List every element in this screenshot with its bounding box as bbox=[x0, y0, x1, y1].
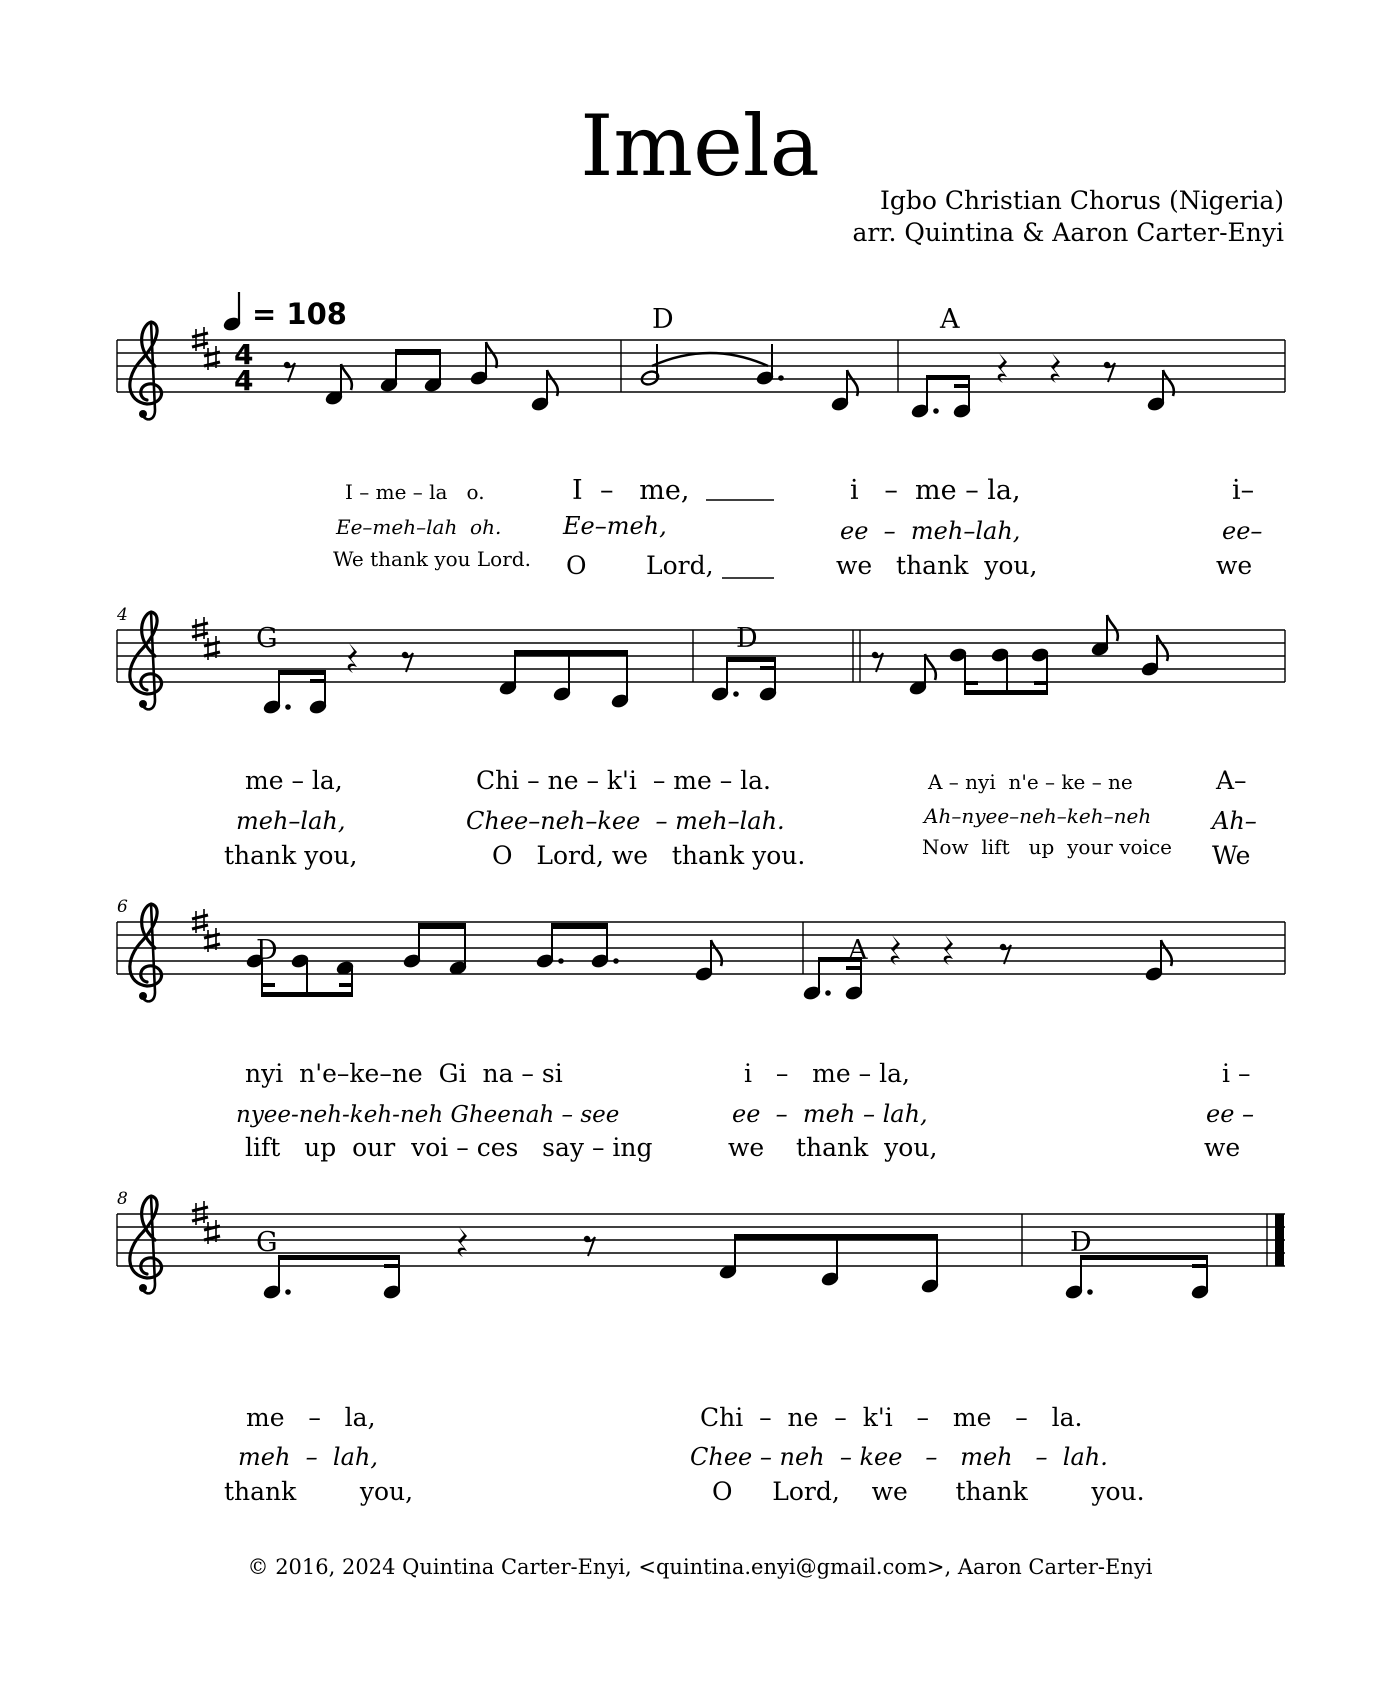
lyric-igbo: Chi – ne – k'i – me – la. bbox=[700, 1403, 1083, 1432]
lyric-phonetic: Ah–nyee–neh–keh–neh bbox=[924, 804, 1152, 828]
lyric-igbo: nyi n'e–ke–ne Gi na – si bbox=[245, 1059, 563, 1088]
song-title: Imela bbox=[580, 97, 820, 195]
staff-system-4 bbox=[117, 1196, 1285, 1301]
lyric-igbo: i – me – la, bbox=[744, 1059, 910, 1088]
arranger-credit: arr. Quintina & Aaron Carter-Enyi bbox=[852, 218, 1284, 247]
lyrics-system-4 bbox=[224, 1403, 1145, 1506]
chord-symbol: G bbox=[256, 1227, 278, 1258]
lyric-igbo: A – nyi n'e – ke – ne bbox=[928, 770, 1133, 794]
chord-symbol: D bbox=[1070, 1227, 1092, 1258]
lyric-igbo: me – la, bbox=[246, 1403, 376, 1432]
staff-system-1 bbox=[117, 322, 1285, 420]
composer-credit: Igbo Christian Chorus (Nigeria) bbox=[879, 186, 1284, 215]
lyric-igbo: I – me – la o. bbox=[345, 480, 485, 504]
lyric-igbo: i – me – la, bbox=[850, 475, 1021, 506]
measure-number: 8 bbox=[117, 1189, 128, 1209]
lyric-english: Now lift up your voice bbox=[922, 835, 1172, 859]
measure-number: 6 bbox=[117, 897, 128, 917]
lyric-english: We thank you Lord. bbox=[333, 547, 531, 571]
chord-symbol: D bbox=[256, 935, 278, 966]
sharp-icon bbox=[192, 327, 208, 351]
lyric-phonetic: meh–lah, bbox=[236, 807, 346, 835]
measure-numbers bbox=[116, 605, 128, 1209]
treble-clef-icon bbox=[130, 904, 162, 1001]
final-barline bbox=[1275, 1214, 1284, 1266]
quarter-note-icon bbox=[222, 292, 242, 333]
lyric-phonetic: Chee–neh–kee – meh–lah. bbox=[466, 807, 785, 835]
lyric-phonetic: Ah– bbox=[1212, 807, 1257, 835]
chord-symbol: G bbox=[256, 623, 278, 654]
sharp-icon bbox=[192, 909, 208, 933]
lyric-igbo: me – la, bbox=[245, 766, 343, 795]
lyric-igbo: I bbox=[572, 475, 583, 506]
time-sig-bottom: 4 bbox=[234, 364, 254, 397]
treble-clef-icon bbox=[130, 1196, 162, 1293]
chord-symbol: A bbox=[848, 935, 868, 966]
lyrics-system-1 bbox=[333, 475, 1262, 580]
lyric-phonetic: ee – meh – lah, bbox=[732, 1100, 928, 1128]
lyric-phonetic: meh – lah, bbox=[238, 1443, 379, 1471]
copyright-notice: © 2016, 2024 Quintina Carter-Enyi, <quintina.enyi@gmail.com>, Aaron Carter-Enyi bbox=[247, 1555, 1153, 1579]
lyric-phonetic: Chee – neh – kee – meh – lah. bbox=[690, 1443, 1108, 1471]
lyric-english: we thank you, bbox=[836, 551, 1038, 580]
lyric-phonetic: ee – bbox=[1206, 1100, 1255, 1128]
lyric-igbo: A– bbox=[1216, 766, 1247, 795]
lyric-igbo: Chi – ne – k'i – me – la. bbox=[476, 766, 772, 795]
lyric-english: we bbox=[1204, 1133, 1241, 1162]
time-sig-top: 4 bbox=[234, 338, 254, 371]
lyric-english: We bbox=[1212, 841, 1251, 870]
tie bbox=[652, 353, 768, 366]
lyrics-system-3 bbox=[236, 1059, 1254, 1162]
lyric-english: O Lord, we thank you. bbox=[492, 841, 806, 870]
chord-symbol: D bbox=[652, 304, 674, 335]
tempo-bpm: = 108 bbox=[252, 297, 347, 331]
sharp-icon bbox=[192, 1201, 208, 1225]
lyric-english: we thank you, bbox=[728, 1133, 938, 1162]
lyric-igbo: i – bbox=[1222, 1059, 1251, 1088]
measure-number: 4 bbox=[117, 605, 128, 625]
lyric-english: O Lord, we thank you. bbox=[712, 1477, 1145, 1506]
lyric-igbo: i– bbox=[1232, 475, 1255, 506]
staff-system-2 bbox=[117, 612, 1285, 716]
lyric-english: lift up our voi – ces say – ing bbox=[245, 1133, 653, 1162]
lyric-english: Lord, bbox=[646, 551, 714, 580]
lyric-phonetic: ee – meh–lah, bbox=[840, 517, 1021, 545]
lyric-english: we bbox=[1216, 551, 1253, 580]
treble-clef-icon bbox=[130, 322, 162, 419]
chord-symbol: D bbox=[736, 623, 758, 654]
tempo-marking bbox=[222, 292, 347, 333]
staff-system-3 bbox=[117, 904, 1285, 1002]
lyric-english: thank you, bbox=[224, 1477, 414, 1506]
lyrics-system-2 bbox=[224, 766, 1257, 870]
lyric-phonetic: Ee–meh–lah oh. bbox=[336, 515, 502, 539]
treble-clef-icon bbox=[130, 612, 162, 709]
lyric-phonetic: ee– bbox=[1222, 517, 1263, 545]
lyric-phonetic: Ee–meh, bbox=[563, 512, 667, 540]
lyric-english: O bbox=[566, 551, 587, 580]
lyric-igbo: – me, bbox=[600, 475, 690, 506]
chord-symbol: A bbox=[940, 304, 960, 335]
lyric-phonetic: nyee-neh-keh-neh Gheenah – see bbox=[236, 1102, 620, 1128]
sharp-icon bbox=[192, 617, 208, 641]
lyric-english: thank you, bbox=[224, 841, 358, 870]
